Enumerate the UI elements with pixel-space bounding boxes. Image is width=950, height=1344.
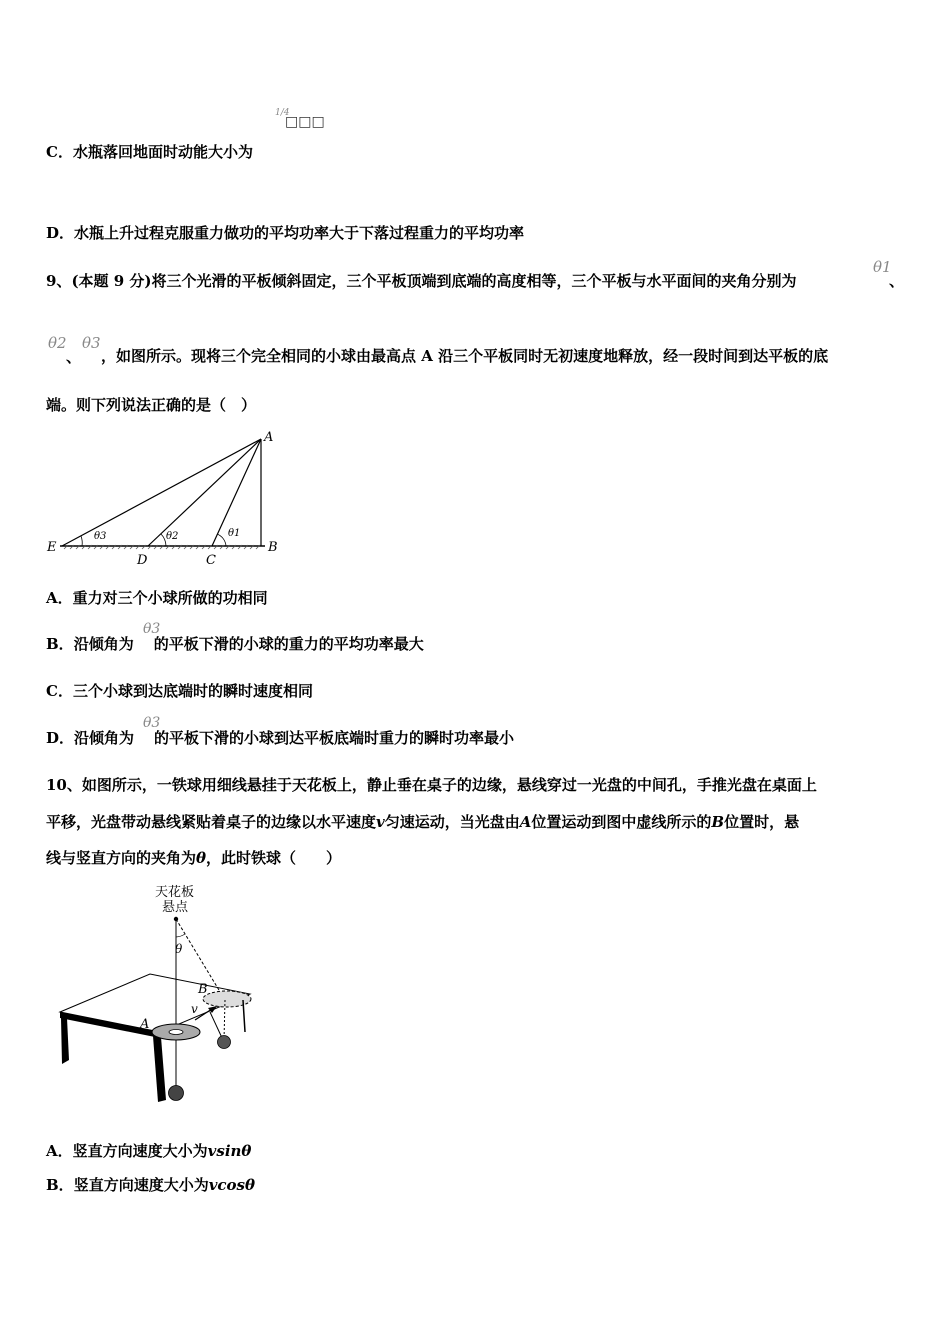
- option-formula: vcosθ: [208, 1176, 256, 1194]
- theta-arc: [176, 934, 185, 937]
- formula-placeholder: □□□: [285, 114, 325, 130]
- option-text: 沿倾角为: [74, 729, 135, 747]
- theta2-glyph: θ2: [48, 334, 67, 352]
- option-formula: vsinθ: [207, 1142, 252, 1160]
- option-text: 重力对三个小球所做的功相同: [72, 589, 268, 607]
- q9-option-a: [46, 587, 268, 608]
- ball-b: [218, 1036, 231, 1049]
- separator: 、: [66, 348, 82, 366]
- option-letter: C．: [46, 682, 73, 700]
- disk-a-hole: [169, 1030, 183, 1035]
- q9-stem-line2: [101, 345, 828, 366]
- q10-option-a: [46, 1140, 251, 1161]
- incline-figure: [40, 425, 290, 570]
- fraction-text: 1/4: [275, 108, 290, 118]
- label-theta3: θ3: [94, 531, 107, 542]
- arc-theta1: [217, 534, 226, 546]
- q10-stem-line2: 平移，光盘带动悬线紧贴着桌子的边缘以水平速度v匀速运动，当光盘由A位置运动到图中虚线所示的B位置时，悬: [46, 813, 800, 831]
- label-e: E: [47, 540, 57, 555]
- option-text: 的平板下滑的小球到达平板底端时重力的瞬时功率最小: [154, 729, 515, 747]
- stem-text: 端。则下列说法正确的是（ ）: [46, 396, 257, 414]
- table-leg: [153, 1036, 166, 1102]
- question-points: (本题 9 分): [71, 272, 152, 290]
- ball-a: [169, 1086, 184, 1101]
- q8-option-d: [46, 222, 524, 243]
- label-b: B: [268, 540, 278, 555]
- q9-option-d: [46, 727, 514, 748]
- label-theta2: θ2: [166, 531, 179, 542]
- option-text: 的平板下滑的小球的重力的平均功率最大: [153, 635, 424, 653]
- option-text: 水瓶上升过程克服重力做功的平均功率大于下落过程重力的平均功率: [74, 224, 525, 242]
- option-letter: A．: [46, 589, 73, 607]
- option-text: 沿倾角为: [73, 635, 134, 653]
- stem-text: ，如图所示。现将三个完全相同的小球由最高点 A 沿三个平板同时无初速度地释放，经一段时间到达平板的底: [101, 347, 829, 365]
- arc-theta3: [81, 536, 82, 546]
- label-b: B: [198, 982, 208, 997]
- question-number: 10、: [46, 776, 82, 794]
- theta3-glyph: θ3: [143, 621, 161, 637]
- table-pendulum-figure: [55, 882, 270, 1112]
- label-a: A: [140, 1017, 150, 1032]
- label-a: A: [264, 430, 274, 445]
- q10-stem-line1: [46, 774, 817, 795]
- q10-option-b: [46, 1174, 255, 1195]
- option-letter: C．: [46, 143, 73, 161]
- q9-stem-line1: [46, 270, 797, 291]
- theta3-glyph: θ3: [82, 334, 101, 352]
- label-d: D: [137, 553, 148, 568]
- option-text: 竖直方向速度大小为: [72, 1142, 208, 1160]
- table-leg: [61, 1018, 69, 1064]
- q9-option-b: [46, 633, 424, 654]
- option-letter: B．: [46, 635, 74, 653]
- plank-ad: [148, 439, 261, 546]
- separator: 、: [889, 272, 905, 290]
- option-letter: B．: [46, 1176, 74, 1194]
- option-text: 竖直方向速度大小为: [73, 1176, 209, 1194]
- q9-option-c: [46, 680, 313, 701]
- label-theta1: θ1: [228, 528, 241, 539]
- option-letter: D．: [46, 224, 75, 242]
- theta1-glyph: θ1: [873, 258, 892, 276]
- option-letter: A．: [46, 1142, 73, 1160]
- q9-stem-line3: [46, 394, 256, 415]
- option-letter: D．: [46, 729, 75, 747]
- option-text: 水瓶落回地面时动能大小为: [72, 143, 253, 161]
- option-text: 三个小球到达底端时的瞬时速度相同: [72, 682, 313, 700]
- stem-text: 如图所示，一铁球用细线悬挂于天花板上，静止垂在桌子的边缘，悬线穿过一光盘的中间孔，手推光盘在桌面上: [81, 776, 817, 794]
- table-leg-back: [243, 1000, 245, 1032]
- theta3-glyph: θ3: [143, 715, 161, 731]
- pivot-label: 悬点: [162, 900, 189, 915]
- label-c: C: [206, 553, 216, 568]
- theta-label: θ: [175, 942, 183, 956]
- ceiling-label: 天花板: [155, 885, 195, 900]
- label-v: v: [191, 1002, 198, 1016]
- question-number: 9、: [46, 272, 72, 290]
- q10-stem-line3: 线与竖直方向的夹角为θ，此时铁球（ ）: [46, 849, 342, 867]
- q8-option-c: [46, 141, 253, 162]
- stem-text: 将三个光滑的平板倾斜固定，三个平板顶端到底端的高度相等，三个平板与水平面间的夹角分别为: [151, 272, 797, 290]
